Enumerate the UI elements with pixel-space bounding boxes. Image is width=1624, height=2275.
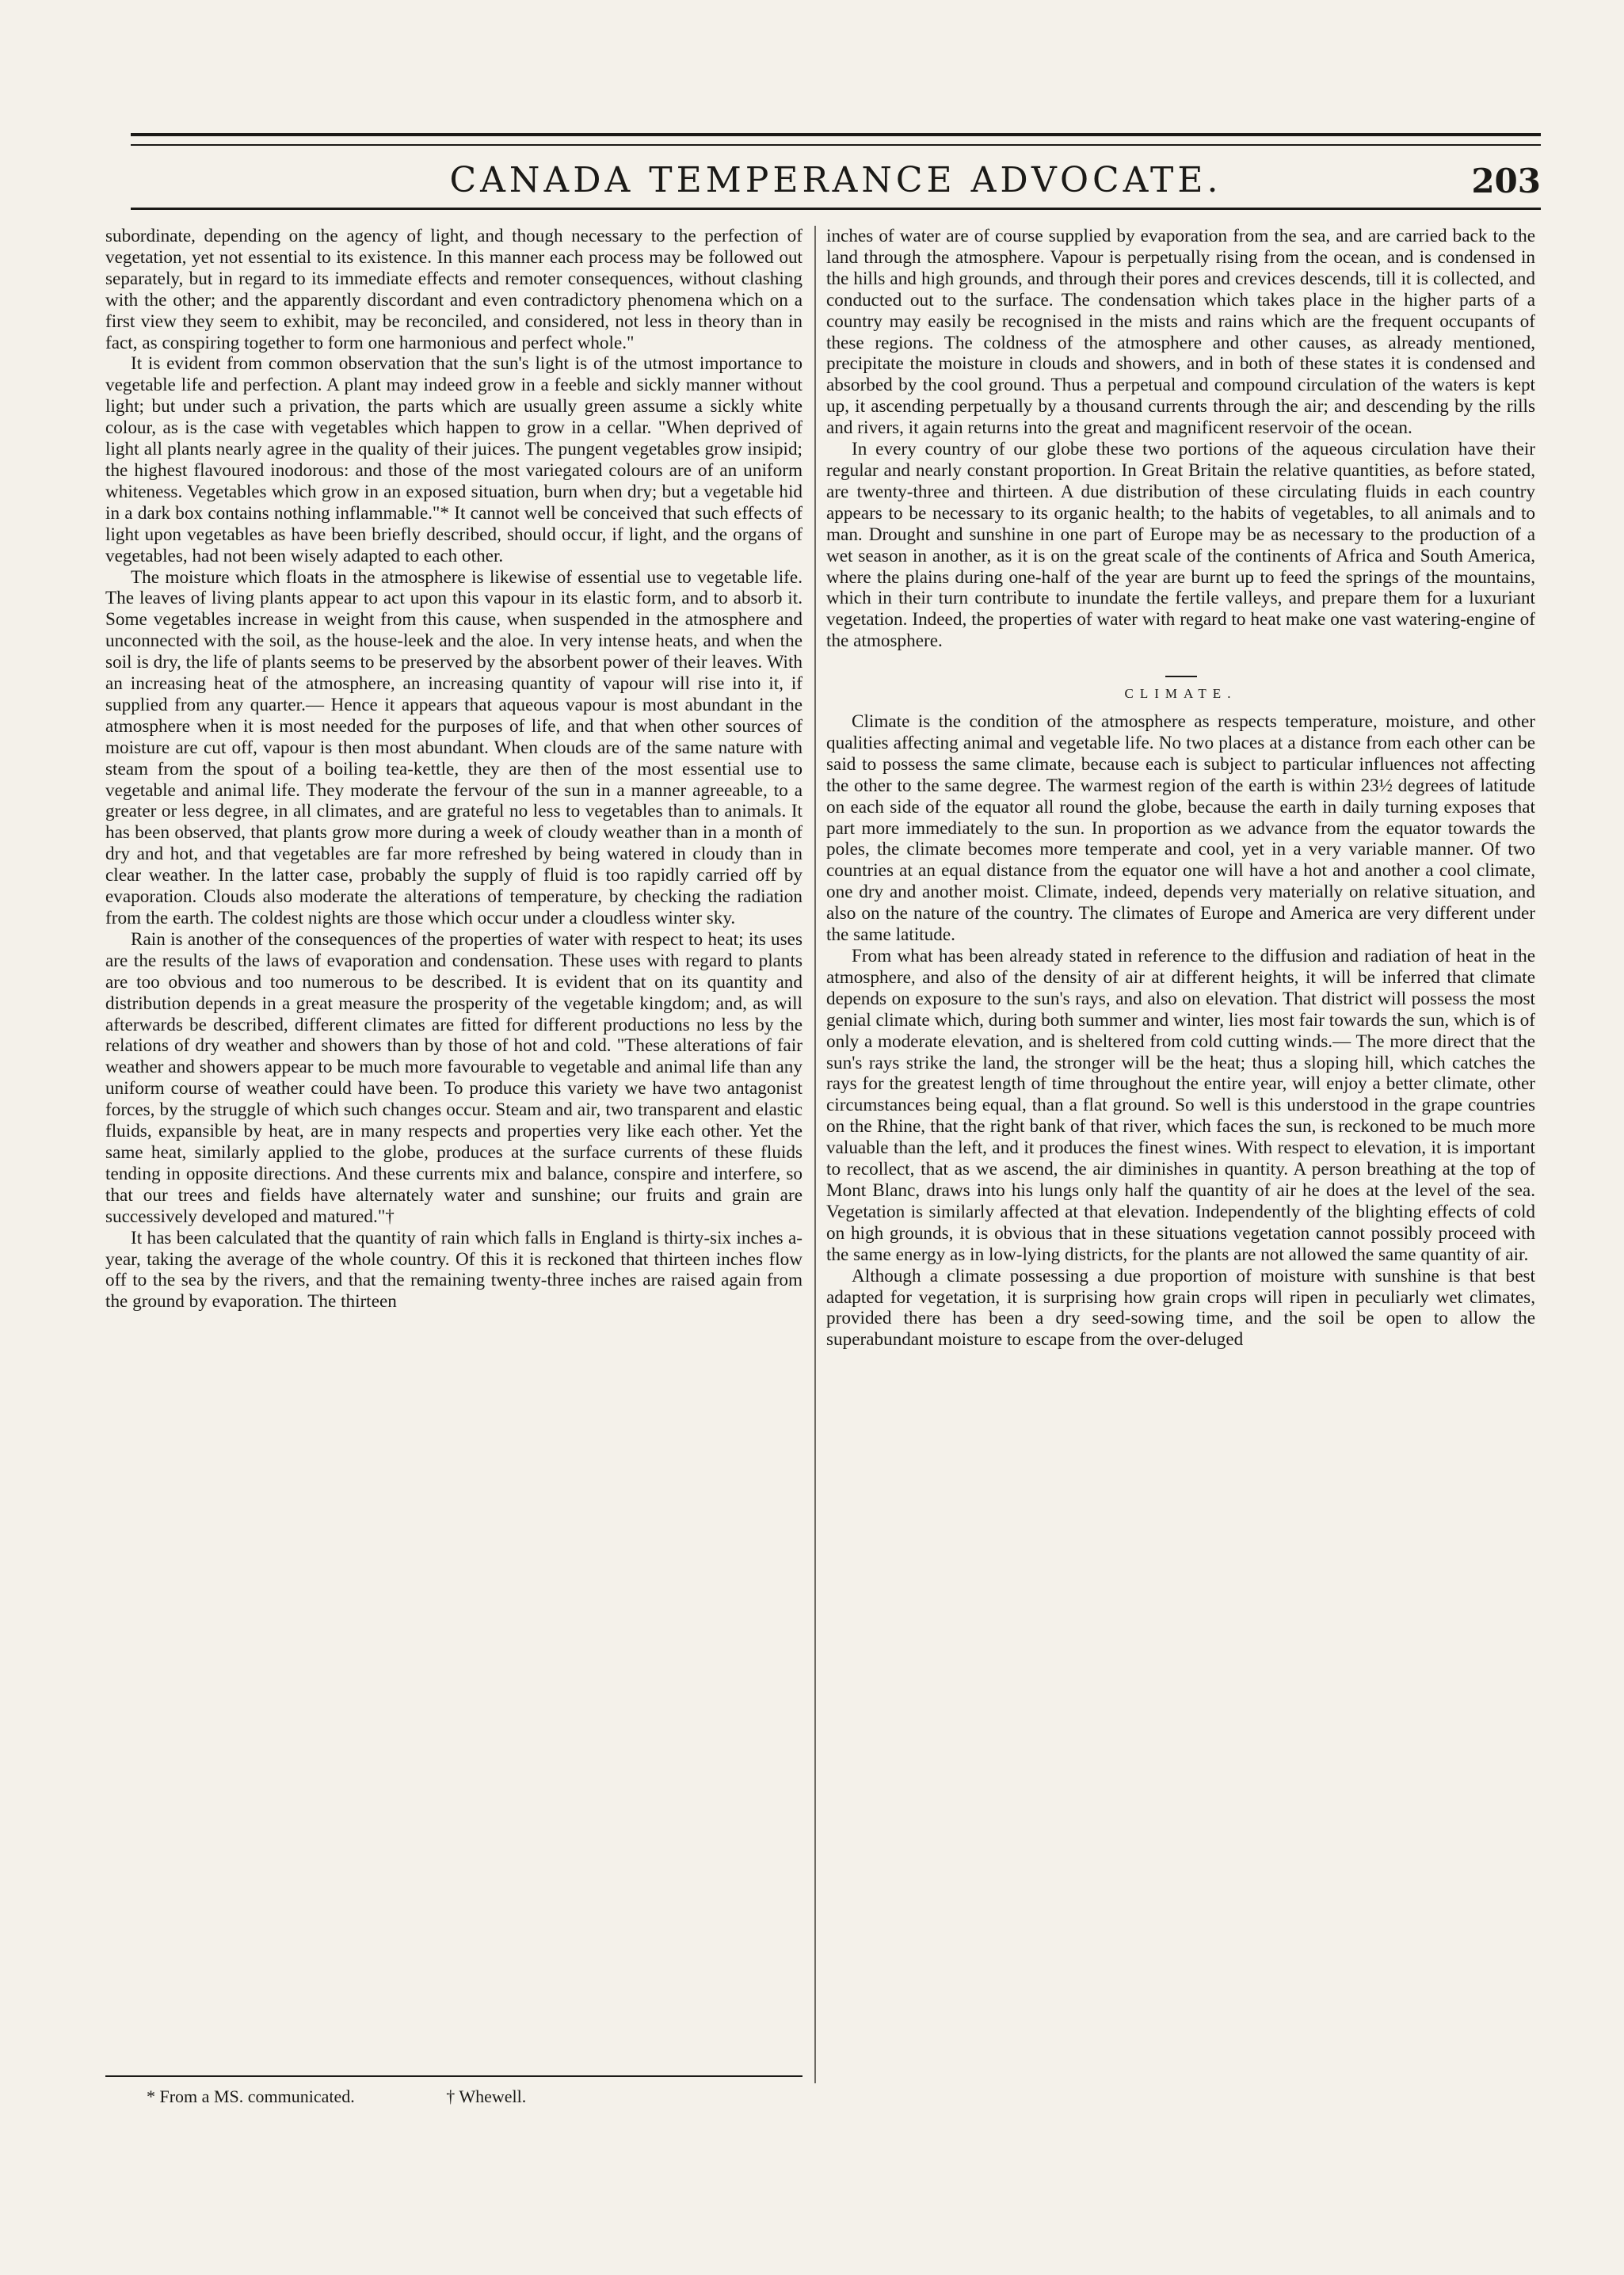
footnote-rule [105,2075,802,2077]
left-paragraph-3: The moisture which floats in the atmosphere is likewise of essential use to vegetable life. The leaves of living plants appear to act upon this vapour in its elastic form, and to absorb it. Some vegetables increase in weight from this cause, when suspended in the atmosphere and unconnected with the soil, as the house-leek and the aloe. In very intense heats, and when the soil is dry, the life of plants seems to be preserved by the absorbent power of their leaves. With an increasing heat of the atmosphere, an increasing quantity of vapour will rise into it, if supplied from any quarter.— Hence it appears that aqueous vapour is most abundant in the atmosphere when it is most needed for the purposes of life, and that when other sources of moisture are cut off, vapour is then most abundant. When clouds are of the same nature with steam from the spout of a boiling tea-kettle, they are then of the most essential use to vegetable and animal life. They moderate the fervour of the sun in a manner agreeable, to a greater or less degree, in all climates, and are grateful no less to vegetables than to animals. It has been observed, that plants grow more during a week of cloudy weather than in a month of dry and hot, and that vegetables are far more refreshed by being watered in cloudy than in clear weather. In the latter case, probably the supply of fluid is too rapidly carried off by evaporation. Clouds also moderate the alterations of temperature, by checking the radiation from the earth. The coldest nights are those which occur under a cloudless winter sky. [105,566,802,928]
right-column [826,226,1535,1351]
right-paragraph-2: In every country of our globe these two portions of the aqueous circulation have their regular and nearly constant proportion. In Great Britain the relative quantities, as before stated, are twenty-three and thirteen. A due distribution of these circulating fluids in each country appears to be necessary to its organic health; to the habits of vegetables, to all animals and to man. Drought and sunshine in one part of Europe may be as necessary to the production of a wet season in another, as it is on the great scale of the continents of Africa and South America, where the plains during one-half of the year are burnt up to feed the springs of the mountains, which in their turn contribute to inundate the fertile valleys, and prepare them for a luxuriant vegetation. Indeed, the properties of water with regard to heat make one vast watering-engine of the atmosphere. [826,439,1535,652]
page-number: 203 [1471,162,1541,200]
section-separator [1165,676,1197,677]
left-paragraph-5: It has been calculated that the quantity of rain which falls in England is thirty-six inches a-year, taking the average of the whole country. Of this it is reckoned that thirteen inches flow off to the sea by the rivers, and that the remaining twenty-three inches are raised again from the ground by evaporation. The thirteen [105,1227,802,1313]
section-heading-climate: CLIMATE. [1124,686,1237,702]
publication-title: CANADA TEMPERANCE ADVOCATE. [449,160,1222,200]
top-double-rule [131,133,1541,146]
right-paragraph-1: inches of water are of course supplied by evaporation from the sea, and are carried back to the land through the atmosphere. Vapour is perpetually rising from the ocean, and is condensed in the hills and high grounds, and through their pores and crevices descends, till it is collected, and conducted out to the surface. The condensation which takes place in the higher parts of a country may easily be recognised in the mists and rains which are the frequent occupants of these regions. The coldness of the atmosphere and other causes, as already mentioned, precipitate the moisture in clouds and showers, and in both of these states it is condensed and absorbed by the cool ground. Thus a perpetual and compound circulation of the waters is kept up, it ascending perpetually by a thousand currents through the air; and descending by the rills and rivers, it again returns into the great and magnificent reservoir of the ocean. [826,226,1535,439]
left-column [105,226,802,1313]
right-paragraph-4: From what has been already stated in reference to the diffusion and radiation of heat in the atmosphere, and also of the density of air at different heights, it will be inferred that climate depends on exposure to the sun's rays, and also on elevation. That district will possess the most genial climate which, during both summer and winter, lies most fair towards the sun, which is of only a moderate elevation, and is sheltered from cold cutting winds.— The more direct that the sun's rays strike the land, the stronger will be the heat; thus a sloping hill, which catches the rays for the greatest length of time throughout the entire year, will enjoy a better climate, other circumstances being equal, than a flat ground. So well is this understood in the grape countries on the Rhine, that the right bank of that river, which faces the sun, is reckoned to be much more valuable than the left, and it produces the finest wines. With respect to elevation, it is important to recollect, that as we ascend, the air diminishes in quantity. A person breathing at the top of Mont Blanc, draws into his lungs only half the quantity of air he does at the level of the sea. Vegetation is similarly affected at that elevation. Independently of the blighting effects of cold on high grounds, it is obvious that in these situations vegetation cannot possibly proceed with the same energy as in low-lying districts, for the plants are not allowed the same quantity of air. [826,946,1535,1265]
right-paragraph-3: Climate is the condition of the atmosphere as respects temperature, moisture, and other qualities affecting animal and vegetable life. No two places at a distance from each other can be said to possess the same climate, because each is subject to particular influences not affecting the other to the same degree. The warmest region of the earth is within 23½ degrees of latitude on each side of the equator all round the globe, because the earth in daily turning exposes that part more immediately to the sun. In proportion as we advance from the equator towards the poles, the climate becomes more temperate and cool, yet in a very variable manner. Of two countries at an equal distance from the equator one will have a hot and another a cool climate, one dry and another moist. Climate, indeed, depends very materially on relative situation, and also on the nature of the country. The climates of Europe and America are very different under the same latitude. [826,711,1535,946]
footnote-whewell: † Whewell. [446,2086,527,2106]
page-header [131,157,1541,204]
right-paragraph-5: Although a climate possessing a due proportion of moisture with sunshine is that best adapted for vegetation, it is surprising how grain crops will ripen in peculiarly wet climates, provided there has been a dry seed-sowing time, and the soil be open to allow the superabundant moisture to escape from the over-deluged [826,1265,1535,1351]
footnotes [105,2086,802,2107]
column-divider [814,226,816,2083]
left-paragraph-4: Rain is another of the consequences of the properties of water with respect to heat; its uses are the results of the laws of evaporation and condensation. These uses with regard to plants are too obvious and too numerous to be described. It is evident that on its quantity and distribution depends in a great measure the prosperity of the vegetable kingdom; and, as will afterwards be described, different climates are fitted for different productions no less by the relations of dry weather and showers than by those of hot and cold. "These alterations of fair weather and showers appear to be much more favourable to vegetable and animal life than any uniform course of weather could have been. To produce this variety we have two antagonist forces, by the struggle of which such changes occur. Steam and air, two transparent and elastic fluids, expansible by heat, are in many respects and properties very like each other. Yet the same heat, similarly applied to the globe, produces at the surface currents of these fluids tending in opposite directions. And these currents mix and balance, conspire and interfere, so that our trees and fields have alternately water and sunshine; our fruits and grain are successively developed and matured."† [105,928,802,1227]
footnote-ms: * From a MS. communicated. [147,2086,355,2106]
left-paragraph-1: subordinate, depending on the agency of light, and though necessary to the perfection of vegetation, yet not essential to its existence. In this manner each process may be followed out separately, but in regard to its immediate effects and remoter consequences, without clashing with the other; and the apparently discordant and even contradictory phenomena which on a first view they seem to exhibit, may be reconciled, and considered, not less in theory than in fact, as conspiring together to form one harmonious and perfect whole." [105,226,802,353]
header-rule [131,208,1541,210]
left-paragraph-2: It is evident from common observation that the sun's light is of the utmost importance to vegetable life and perfection. A plant may indeed grow in a feeble and sickly manner without light; but under such a privation, the parts which are usually green assume a sickly white colour, as is the case with vegetables which happen to grow in a cellar. "When deprived of light all plants nearly agree in the quality of their juices. The pungent vegetables grow insipid; the highest flavoured inodorous: and those of the most variegated colours are of an uniform whiteness. Vegetables which grow in an exposed situation, burn when dry; but a vegetable hid in a dark box contains nothing inflammable."* It cannot well be conceived that such effects of light upon vegetables as have been briefly described, should occur, if light, and the organs of vegetables, had not been wisely adapted to each other. [105,353,802,566]
